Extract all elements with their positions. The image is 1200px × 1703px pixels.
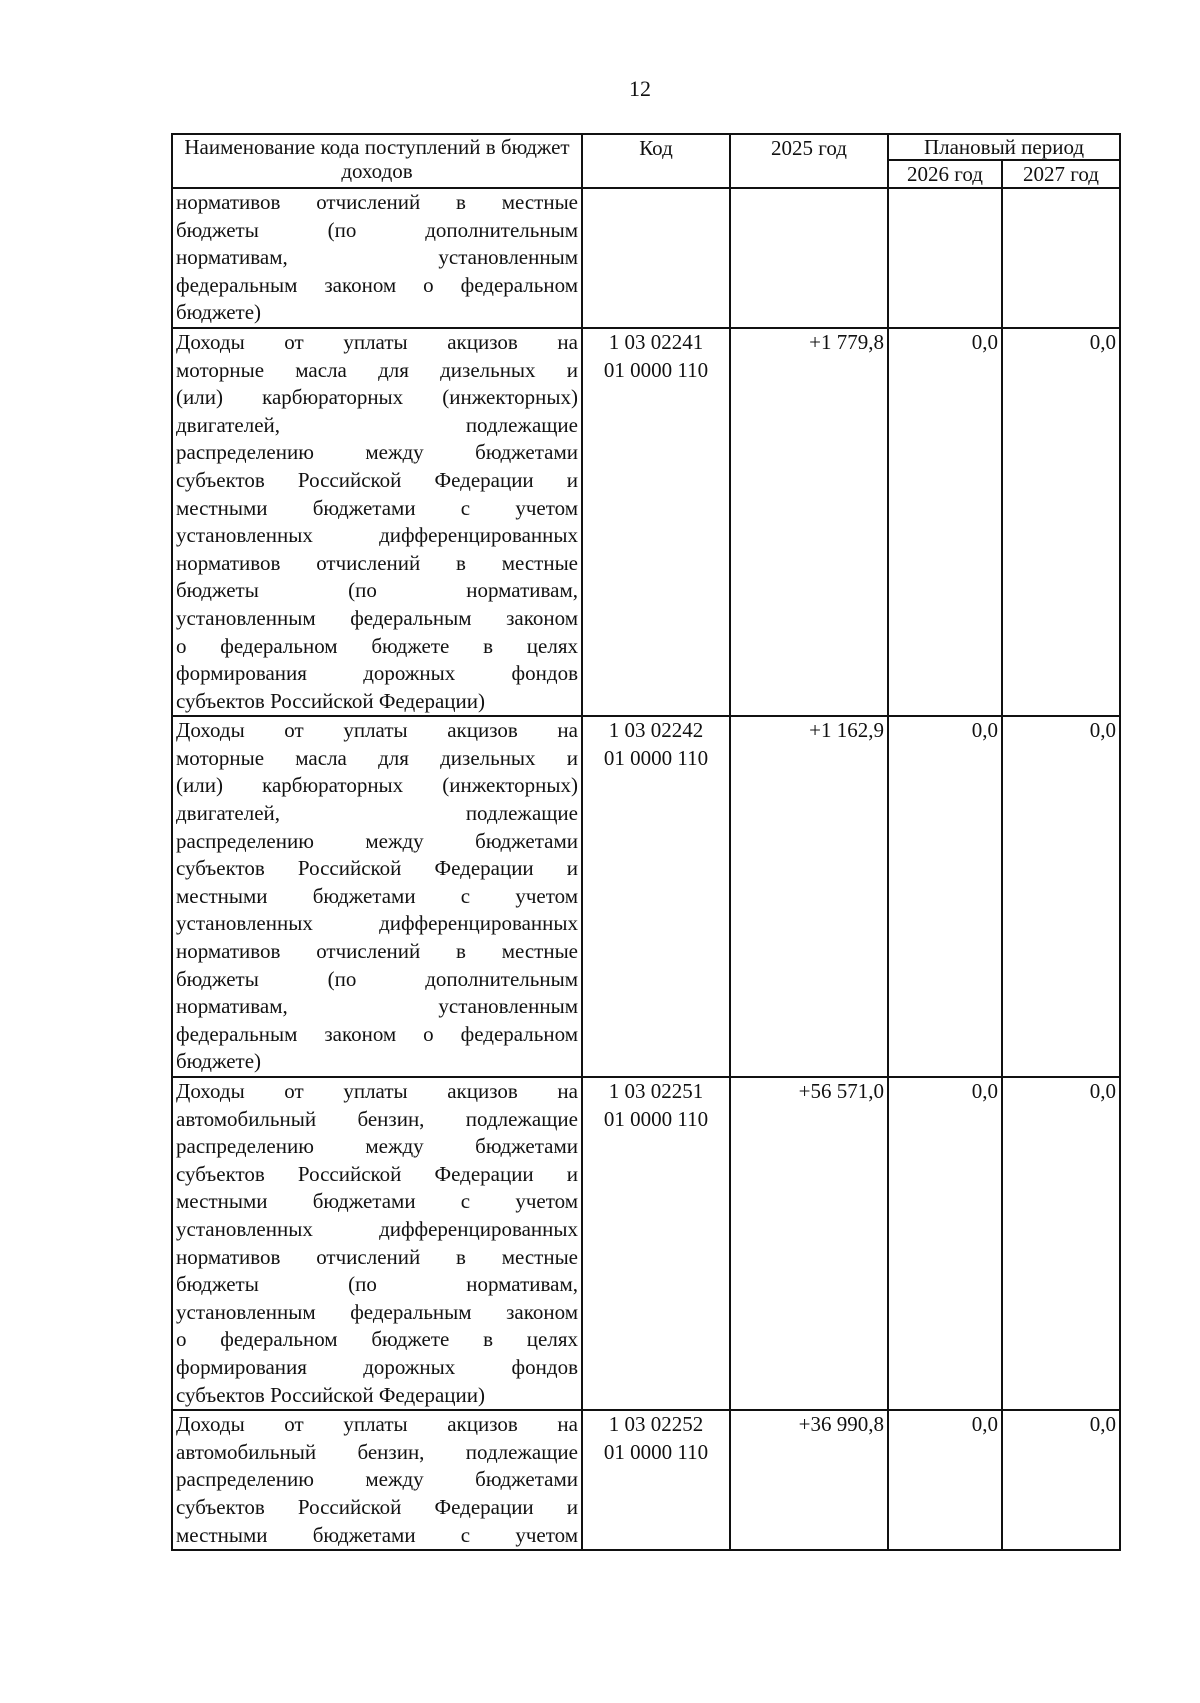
table-row [172, 188, 1120, 328]
budget-code-cell [582, 328, 730, 716]
revenue-name-line: распределению между бюджетами [176, 828, 578, 853]
revenue-name-line: бюджеты (по нормативам, [176, 578, 578, 603]
revenue-name-line: установленных дифференцированных [176, 1216, 578, 1241]
budget-code-cell [582, 1410, 730, 1550]
budget-code-line: 1 03 02252 [608, 1412, 704, 1437]
revenue-name-line: местными бюджетами с учетом [176, 495, 578, 520]
revenue-name-line: местными бюджетами с учетом [176, 1522, 578, 1547]
header-name: Наименование кода поступлений в бюджет доходов [172, 134, 582, 188]
budget-code-line: 01 0000 110 [603, 1439, 709, 1464]
revenue-name-line-last: субъектов Российской Федерации) [176, 688, 486, 713]
revenue-name-line: федеральным законом о федеральном [176, 1021, 578, 1046]
amount-2025-cell: +56 571,0 [730, 1077, 888, 1410]
header-year-2025: 2025 год [730, 134, 888, 188]
revenue-name-line: автомобильный бензин, подлежащие [176, 1439, 578, 1464]
amount-2027-cell: 0,0 [1002, 1077, 1120, 1410]
table-body [172, 188, 1120, 1550]
revenue-name-line-last: бюджете) [176, 1049, 262, 1074]
revenue-name-line: бюджеты (по дополнительным [176, 966, 578, 991]
header-year-2027: 2027 год [1002, 160, 1120, 188]
revenue-name-line: субъектов Российской Федерации и [176, 1494, 578, 1519]
revenue-name-cell [172, 1410, 582, 1550]
amount-2026-cell: 0,0 [888, 1077, 1002, 1410]
revenue-name-line: автомобильный бензин, подлежащие [176, 1106, 578, 1131]
revenue-name-line: (или) карбюраторных (инжекторных) [176, 773, 578, 798]
revenue-name-line: Доходы от уплаты акцизов на [176, 1079, 578, 1103]
budget-code-line: 01 0000 110 [603, 1106, 709, 1131]
budget-code-cell [582, 716, 730, 1077]
table-row [172, 1077, 1120, 1410]
revenue-name-line: Доходы от уплаты акцизов на [176, 1412, 578, 1437]
amount-2026-cell: 0,0 [888, 328, 1002, 716]
revenue-name-line: субъектов Российской Федерации и [176, 856, 578, 881]
revenue-name-line-last: субъектов Российской Федерации) [176, 1382, 486, 1407]
revenue-name-line: распределению между бюджетами [176, 1134, 578, 1159]
revenue-name-line: нормативов отчислений в местные [176, 550, 578, 575]
revenue-name-line: местными бюджетами с учетом [176, 883, 578, 908]
revenue-name-line: двигателей, подлежащие [176, 412, 578, 437]
revenue-name-line: Доходы от уплаты акцизов на [176, 329, 578, 354]
budget-code-cell [582, 1077, 730, 1410]
revenue-name-line: распределению между бюджетами [176, 1467, 578, 1492]
revenue-name-cell [172, 188, 582, 328]
revenue-name-line: местными бюджетами с учетом [176, 1189, 578, 1214]
revenue-name-line: бюджеты (по нормативам, [176, 1272, 578, 1297]
amount-2027-cell: 0,0 [1002, 328, 1120, 716]
budget-code-line: 01 0000 110 [603, 357, 709, 382]
header-year-2026: 2026 год [888, 160, 1002, 188]
revenue-name-line: формирования дорожных фондов [176, 661, 578, 686]
revenue-name-line-last: бюджете) [176, 300, 262, 325]
revenue-name-line: субъектов Российской Федерации и [176, 467, 578, 492]
budget-code-line: 1 03 02251 [608, 1079, 704, 1103]
revenue-name-line: распределению между бюджетами [176, 440, 578, 465]
table-row [172, 1410, 1120, 1550]
revenue-name-line: о федеральном бюджете в целях [176, 633, 578, 658]
revenue-name-line: установленных дифференцированных [176, 911, 578, 936]
revenue-name-line: установленным федеральным законом [176, 1299, 578, 1324]
amount-2025-cell [730, 188, 888, 328]
budget-code-cell [582, 188, 730, 328]
amount-2027-cell: 0,0 [1002, 716, 1120, 1077]
revenue-name-line: нормативам, установленным [176, 245, 578, 270]
revenue-table [171, 133, 1121, 1551]
budget-code-line: 1 03 02242 [608, 718, 704, 743]
revenue-name-cell [172, 1077, 582, 1410]
amount-2025-cell: +1 162,9 [730, 716, 888, 1077]
amount-2027-cell [1002, 188, 1120, 328]
amount-2025-cell: +36 990,8 [730, 1410, 888, 1550]
revenue-name-line: субъектов Российской Федерации и [176, 1161, 578, 1186]
revenue-name-cell [172, 328, 582, 716]
revenue-name-cell [172, 716, 582, 1077]
revenue-name-line: нормативам, установленным [176, 994, 578, 1019]
revenue-name-line: нормативов отчислений в местные [176, 939, 578, 964]
amount-2026-cell: 0,0 [888, 1410, 1002, 1550]
revenue-name-line: моторные масла для дизельных и [176, 357, 578, 382]
revenue-name-line: федеральным законом о федеральном [176, 272, 578, 297]
table-row [172, 328, 1120, 716]
revenue-name-line: установленным федеральным законом [176, 605, 578, 630]
revenue-name-line: двигателей, подлежащие [176, 801, 578, 826]
amount-2027-cell: 0,0 [1002, 1410, 1120, 1550]
amount-2025-cell: +1 779,8 [730, 328, 888, 716]
budget-code-line: 1 03 02241 [608, 329, 704, 354]
revenue-name-line: нормативов отчислений в местные [176, 190, 578, 214]
budget-code-line: 01 0000 110 [603, 745, 709, 770]
table-row [172, 716, 1120, 1077]
revenue-name-line: бюджеты (по дополнительным [176, 217, 578, 242]
revenue-name-line: формирования дорожных фондов [176, 1354, 578, 1379]
amount-2026-cell [888, 188, 1002, 328]
header-planning-period: Плановый период [888, 134, 1120, 160]
revenue-name-line: моторные масла для дизельных и [176, 745, 578, 770]
page-number: 12 [629, 76, 651, 101]
revenue-name-line: (или) карбюраторных (инжекторных) [176, 385, 578, 410]
revenue-name-line: нормативов отчислений в местные [176, 1244, 578, 1269]
revenue-name-line: Доходы от уплаты акцизов на [176, 718, 578, 743]
revenue-name-line: о федеральном бюджете в целях [176, 1327, 578, 1352]
header-code: Код [582, 134, 730, 188]
amount-2026-cell: 0,0 [888, 716, 1002, 1077]
revenue-name-line: установленных дифференцированных [176, 523, 578, 548]
